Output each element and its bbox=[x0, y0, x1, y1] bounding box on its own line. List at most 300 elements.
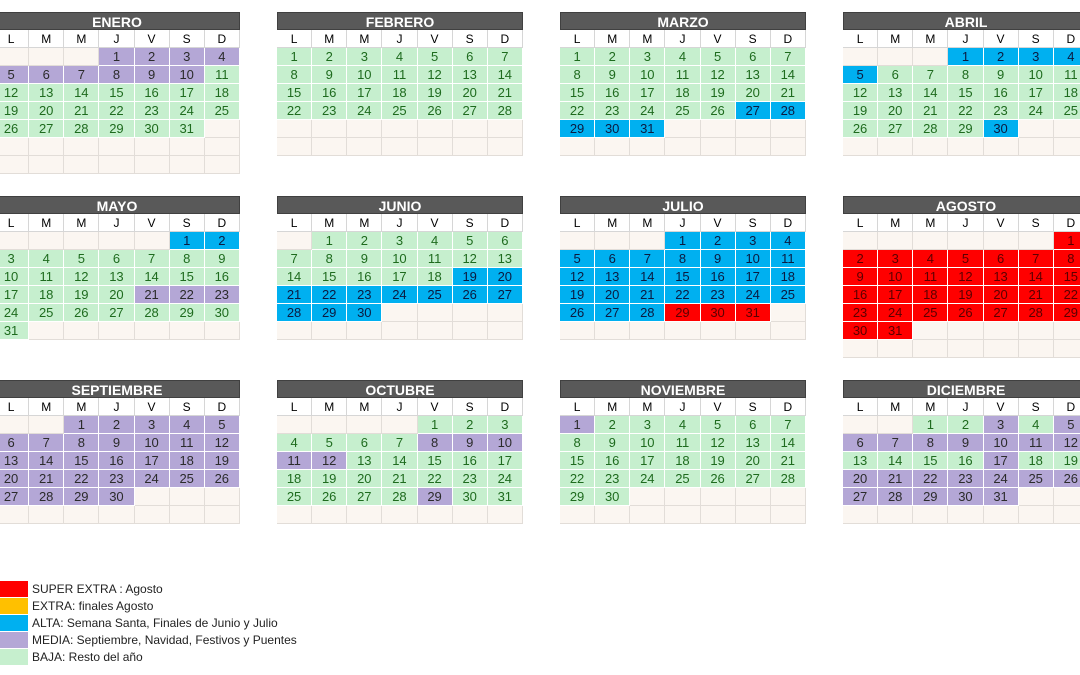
day-cell: 22 bbox=[277, 102, 312, 120]
day-cell: 2 bbox=[312, 48, 347, 66]
day-cell: 16 bbox=[984, 84, 1019, 102]
empty-cell bbox=[948, 322, 983, 340]
empty-cell bbox=[205, 156, 240, 174]
empty-cell bbox=[135, 138, 170, 156]
day-cell: 25 bbox=[277, 488, 312, 506]
empty-cell bbox=[984, 138, 1019, 156]
month-title: OCTUBRE bbox=[277, 380, 523, 398]
day-cell: 16 bbox=[701, 268, 736, 286]
empty-cell bbox=[418, 138, 453, 156]
empty-cell bbox=[0, 156, 29, 174]
weekday-label: V bbox=[984, 214, 1019, 232]
day-cell: 26 bbox=[701, 470, 736, 488]
day-cell: 20 bbox=[878, 102, 913, 120]
empty-cell bbox=[701, 120, 736, 138]
legend bbox=[0, 580, 297, 665]
day-cell: 7 bbox=[382, 434, 417, 452]
day-grid bbox=[560, 232, 806, 340]
weekday-label: J bbox=[665, 398, 700, 416]
day-cell: 29 bbox=[170, 304, 205, 322]
weekday-label: M bbox=[312, 398, 347, 416]
day-grid bbox=[277, 232, 523, 340]
empty-cell bbox=[736, 138, 771, 156]
day-cell: 19 bbox=[0, 102, 29, 120]
day-cell: 3 bbox=[878, 250, 913, 268]
weekday-label: J bbox=[382, 398, 417, 416]
day-cell: 24 bbox=[488, 470, 523, 488]
weekday-header bbox=[0, 30, 240, 48]
month-diciembre bbox=[843, 380, 1080, 524]
day-grid bbox=[560, 416, 806, 524]
day-cell: 4 bbox=[170, 416, 205, 434]
empty-cell bbox=[1054, 488, 1080, 506]
empty-cell bbox=[665, 506, 700, 524]
weekday-label: J bbox=[99, 398, 134, 416]
day-cell: 26 bbox=[312, 488, 347, 506]
day-cell: 15 bbox=[312, 268, 347, 286]
day-cell: 12 bbox=[205, 434, 240, 452]
day-cell: 14 bbox=[135, 268, 170, 286]
day-cell: 5 bbox=[701, 416, 736, 434]
empty-cell bbox=[701, 506, 736, 524]
empty-cell bbox=[277, 416, 312, 434]
day-cell: 26 bbox=[948, 304, 983, 322]
empty-cell bbox=[1019, 340, 1054, 358]
day-cell: 9 bbox=[205, 250, 240, 268]
day-cell: 23 bbox=[135, 102, 170, 120]
empty-cell bbox=[453, 138, 488, 156]
day-cell: 2 bbox=[948, 416, 983, 434]
day-cell: 23 bbox=[595, 470, 630, 488]
weekday-label: V bbox=[984, 30, 1019, 48]
day-cell: 25 bbox=[170, 470, 205, 488]
empty-cell bbox=[665, 488, 700, 506]
day-cell: 22 bbox=[1054, 286, 1080, 304]
day-cell: 30 bbox=[948, 488, 983, 506]
day-cell: 18 bbox=[665, 452, 700, 470]
empty-cell bbox=[595, 232, 630, 250]
day-cell: 8 bbox=[665, 250, 700, 268]
month-marzo bbox=[560, 12, 806, 156]
empty-cell bbox=[418, 322, 453, 340]
day-cell: 2 bbox=[205, 232, 240, 250]
day-cell: 23 bbox=[595, 102, 630, 120]
day-cell: 16 bbox=[99, 452, 134, 470]
day-cell: 1 bbox=[170, 232, 205, 250]
empty-cell bbox=[0, 48, 29, 66]
day-cell: 9 bbox=[347, 250, 382, 268]
day-cell: 31 bbox=[984, 488, 1019, 506]
weekday-label: S bbox=[453, 398, 488, 416]
day-cell: 21 bbox=[913, 102, 948, 120]
weekday-label: M bbox=[595, 30, 630, 48]
weekday-label: M bbox=[347, 30, 382, 48]
legend-item-baja bbox=[0, 648, 297, 665]
day-cell: 26 bbox=[843, 120, 878, 138]
day-cell: 6 bbox=[595, 250, 630, 268]
weekday-header bbox=[843, 214, 1080, 232]
day-cell: 16 bbox=[595, 84, 630, 102]
day-cell: 10 bbox=[382, 250, 417, 268]
empty-cell bbox=[948, 138, 983, 156]
day-cell: 28 bbox=[135, 304, 170, 322]
month-agosto bbox=[843, 196, 1080, 358]
empty-cell bbox=[771, 304, 806, 322]
day-cell: 6 bbox=[99, 250, 134, 268]
day-cell: 25 bbox=[771, 286, 806, 304]
empty-cell bbox=[913, 232, 948, 250]
day-cell: 28 bbox=[913, 120, 948, 138]
weekday-label: M bbox=[29, 30, 64, 48]
weekday-label: M bbox=[312, 30, 347, 48]
weekday-label: M bbox=[64, 398, 99, 416]
weekday-label: D bbox=[771, 30, 806, 48]
empty-cell bbox=[64, 506, 99, 524]
empty-cell bbox=[64, 138, 99, 156]
empty-cell bbox=[205, 138, 240, 156]
empty-cell bbox=[0, 506, 29, 524]
day-cell: 19 bbox=[701, 84, 736, 102]
empty-cell bbox=[630, 322, 665, 340]
legend-label: SUPER EXTRA : Agosto bbox=[32, 581, 163, 596]
empty-cell bbox=[984, 322, 1019, 340]
empty-cell bbox=[277, 232, 312, 250]
weekday-label: M bbox=[630, 398, 665, 416]
day-cell: 18 bbox=[205, 84, 240, 102]
day-cell: 4 bbox=[665, 48, 700, 66]
day-cell: 27 bbox=[347, 488, 382, 506]
day-cell: 12 bbox=[453, 250, 488, 268]
day-cell: 5 bbox=[64, 250, 99, 268]
day-cell: 25 bbox=[665, 102, 700, 120]
empty-cell bbox=[630, 488, 665, 506]
weekday-label: D bbox=[771, 214, 806, 232]
empty-cell bbox=[843, 340, 878, 358]
empty-cell bbox=[701, 322, 736, 340]
legend-swatch bbox=[0, 632, 28, 648]
empty-cell bbox=[913, 322, 948, 340]
day-cell: 5 bbox=[453, 232, 488, 250]
weekday-label: S bbox=[170, 398, 205, 416]
weekday-label: V bbox=[135, 30, 170, 48]
day-cell: 9 bbox=[595, 434, 630, 452]
day-cell: 22 bbox=[560, 470, 595, 488]
empty-cell bbox=[312, 322, 347, 340]
day-cell: 15 bbox=[560, 452, 595, 470]
empty-cell bbox=[64, 232, 99, 250]
day-cell: 25 bbox=[1019, 470, 1054, 488]
empty-cell bbox=[135, 488, 170, 506]
weekday-label: V bbox=[418, 30, 453, 48]
empty-cell bbox=[382, 304, 417, 322]
empty-cell bbox=[878, 340, 913, 358]
empty-cell bbox=[29, 156, 64, 174]
day-cell: 15 bbox=[170, 268, 205, 286]
day-cell: 31 bbox=[736, 304, 771, 322]
day-cell: 3 bbox=[382, 232, 417, 250]
day-cell: 13 bbox=[453, 66, 488, 84]
weekday-label: L bbox=[0, 30, 29, 48]
day-cell: 1 bbox=[277, 48, 312, 66]
day-cell: 28 bbox=[488, 102, 523, 120]
weekday-label: M bbox=[312, 214, 347, 232]
day-cell: 23 bbox=[312, 102, 347, 120]
day-cell: 15 bbox=[913, 452, 948, 470]
month-febrero bbox=[277, 12, 523, 156]
empty-cell bbox=[99, 138, 134, 156]
day-cell: 25 bbox=[665, 470, 700, 488]
day-cell: 2 bbox=[453, 416, 488, 434]
month-title: DICIEMBRE bbox=[843, 380, 1080, 398]
legend-item-media bbox=[0, 631, 297, 648]
day-cell: 28 bbox=[277, 304, 312, 322]
day-cell: 22 bbox=[560, 102, 595, 120]
empty-cell bbox=[913, 138, 948, 156]
day-cell: 21 bbox=[382, 470, 417, 488]
legend-item-alta bbox=[0, 614, 297, 631]
day-cell: 18 bbox=[277, 470, 312, 488]
day-cell: 20 bbox=[29, 102, 64, 120]
empty-cell bbox=[135, 232, 170, 250]
weekday-label: D bbox=[205, 398, 240, 416]
day-cell: 12 bbox=[64, 268, 99, 286]
empty-cell bbox=[560, 138, 595, 156]
day-cell: 21 bbox=[488, 84, 523, 102]
day-cell: 30 bbox=[595, 120, 630, 138]
day-cell: 4 bbox=[205, 48, 240, 66]
day-cell: 25 bbox=[913, 304, 948, 322]
empty-cell bbox=[99, 156, 134, 174]
day-cell: 20 bbox=[488, 268, 523, 286]
day-cell: 11 bbox=[913, 268, 948, 286]
weekday-label: S bbox=[453, 30, 488, 48]
day-cell: 23 bbox=[843, 304, 878, 322]
day-cell: 7 bbox=[277, 250, 312, 268]
day-cell: 1 bbox=[1054, 232, 1080, 250]
day-cell: 6 bbox=[488, 232, 523, 250]
day-cell: 24 bbox=[382, 286, 417, 304]
day-cell: 22 bbox=[99, 102, 134, 120]
day-cell: 9 bbox=[948, 434, 983, 452]
month-mayo bbox=[0, 196, 240, 340]
empty-cell bbox=[382, 120, 417, 138]
empty-cell bbox=[560, 322, 595, 340]
day-cell: 16 bbox=[135, 84, 170, 102]
day-cell: 29 bbox=[560, 488, 595, 506]
day-cell: 12 bbox=[560, 268, 595, 286]
day-cell: 17 bbox=[170, 84, 205, 102]
day-cell: 19 bbox=[312, 470, 347, 488]
empty-cell bbox=[418, 506, 453, 524]
weekday-label: M bbox=[630, 30, 665, 48]
weekday-label: S bbox=[170, 214, 205, 232]
weekday-label: S bbox=[1019, 398, 1054, 416]
day-cell: 1 bbox=[64, 416, 99, 434]
empty-cell bbox=[878, 138, 913, 156]
empty-cell bbox=[771, 138, 806, 156]
day-cell: 27 bbox=[984, 304, 1019, 322]
month-title: MAYO bbox=[0, 196, 240, 214]
day-cell: 6 bbox=[347, 434, 382, 452]
day-cell: 29 bbox=[665, 304, 700, 322]
day-cell: 1 bbox=[948, 48, 983, 66]
day-cell: 10 bbox=[0, 268, 29, 286]
legend-swatch bbox=[0, 649, 28, 665]
day-cell: 30 bbox=[99, 488, 134, 506]
day-cell: 28 bbox=[771, 470, 806, 488]
day-cell: 24 bbox=[347, 102, 382, 120]
day-cell: 5 bbox=[843, 66, 878, 84]
day-cell: 31 bbox=[0, 322, 29, 340]
empty-cell bbox=[312, 138, 347, 156]
day-cell: 6 bbox=[0, 434, 29, 452]
empty-cell bbox=[665, 138, 700, 156]
empty-cell bbox=[913, 340, 948, 358]
day-cell: 2 bbox=[347, 232, 382, 250]
day-cell: 2 bbox=[595, 48, 630, 66]
day-cell: 19 bbox=[205, 452, 240, 470]
day-cell: 3 bbox=[347, 48, 382, 66]
empty-cell bbox=[878, 48, 913, 66]
day-cell: 14 bbox=[488, 66, 523, 84]
weekday-label: J bbox=[948, 398, 983, 416]
day-cell: 27 bbox=[29, 120, 64, 138]
day-cell: 10 bbox=[347, 66, 382, 84]
day-cell: 28 bbox=[1019, 304, 1054, 322]
empty-cell bbox=[347, 120, 382, 138]
day-cell: 4 bbox=[1019, 416, 1054, 434]
day-cell: 29 bbox=[99, 120, 134, 138]
month-title: ENERO bbox=[0, 12, 240, 30]
weekday-header bbox=[0, 214, 240, 232]
empty-cell bbox=[595, 506, 630, 524]
empty-cell bbox=[843, 232, 878, 250]
day-cell: 10 bbox=[736, 250, 771, 268]
day-cell: 26 bbox=[205, 470, 240, 488]
day-cell: 26 bbox=[1054, 470, 1080, 488]
month-abril bbox=[843, 12, 1080, 156]
day-cell: 30 bbox=[205, 304, 240, 322]
day-cell: 8 bbox=[948, 66, 983, 84]
day-cell: 5 bbox=[948, 250, 983, 268]
day-cell: 13 bbox=[736, 434, 771, 452]
weekday-label: J bbox=[665, 214, 700, 232]
empty-cell bbox=[453, 506, 488, 524]
weekday-label: D bbox=[1054, 30, 1080, 48]
day-cell: 13 bbox=[736, 66, 771, 84]
weekday-label: S bbox=[170, 30, 205, 48]
day-cell: 29 bbox=[312, 304, 347, 322]
empty-cell bbox=[878, 232, 913, 250]
weekday-label: D bbox=[205, 214, 240, 232]
day-cell: 8 bbox=[312, 250, 347, 268]
empty-cell bbox=[913, 48, 948, 66]
empty-cell bbox=[347, 416, 382, 434]
empty-cell bbox=[277, 120, 312, 138]
day-cell: 13 bbox=[595, 268, 630, 286]
day-cell: 29 bbox=[64, 488, 99, 506]
empty-cell bbox=[205, 120, 240, 138]
day-cell: 11 bbox=[665, 434, 700, 452]
day-cell: 9 bbox=[701, 250, 736, 268]
day-cell: 25 bbox=[418, 286, 453, 304]
empty-cell bbox=[64, 322, 99, 340]
day-cell: 26 bbox=[453, 286, 488, 304]
empty-cell bbox=[99, 506, 134, 524]
empty-cell bbox=[64, 156, 99, 174]
empty-cell bbox=[771, 322, 806, 340]
empty-cell bbox=[382, 416, 417, 434]
day-cell: 18 bbox=[1054, 84, 1080, 102]
day-cell: 13 bbox=[488, 250, 523, 268]
weekday-label: S bbox=[1019, 30, 1054, 48]
day-cell: 3 bbox=[488, 416, 523, 434]
day-cell: 15 bbox=[277, 84, 312, 102]
day-cell: 4 bbox=[1054, 48, 1080, 66]
empty-cell bbox=[878, 416, 913, 434]
day-cell: 29 bbox=[948, 120, 983, 138]
empty-cell bbox=[630, 138, 665, 156]
weekday-label: D bbox=[488, 30, 523, 48]
month-title: MARZO bbox=[560, 12, 806, 30]
day-cell: 13 bbox=[99, 268, 134, 286]
day-cell: 14 bbox=[382, 452, 417, 470]
day-cell: 22 bbox=[665, 286, 700, 304]
weekday-label: M bbox=[878, 214, 913, 232]
day-cell: 11 bbox=[382, 66, 417, 84]
empty-cell bbox=[1019, 322, 1054, 340]
weekday-label: L bbox=[0, 214, 29, 232]
day-cell: 29 bbox=[913, 488, 948, 506]
empty-cell bbox=[29, 232, 64, 250]
empty-cell bbox=[418, 304, 453, 322]
empty-cell bbox=[630, 506, 665, 524]
weekday-header bbox=[560, 398, 806, 416]
day-cell: 6 bbox=[878, 66, 913, 84]
day-cell: 27 bbox=[595, 304, 630, 322]
day-cell: 18 bbox=[913, 286, 948, 304]
day-cell: 28 bbox=[382, 488, 417, 506]
day-cell: 19 bbox=[948, 286, 983, 304]
day-cell: 20 bbox=[843, 470, 878, 488]
day-cell: 10 bbox=[878, 268, 913, 286]
day-cell: 18 bbox=[771, 268, 806, 286]
weekday-label: M bbox=[878, 30, 913, 48]
empty-cell bbox=[665, 120, 700, 138]
day-cell: 10 bbox=[630, 66, 665, 84]
day-cell: 22 bbox=[64, 470, 99, 488]
day-cell: 10 bbox=[1019, 66, 1054, 84]
day-cell: 23 bbox=[205, 286, 240, 304]
day-cell: 20 bbox=[736, 452, 771, 470]
day-cell: 29 bbox=[560, 120, 595, 138]
day-cell: 12 bbox=[1054, 434, 1080, 452]
weekday-label: L bbox=[277, 398, 312, 416]
day-cell: 10 bbox=[984, 434, 1019, 452]
empty-cell bbox=[135, 506, 170, 524]
empty-cell bbox=[418, 120, 453, 138]
day-cell: 18 bbox=[418, 268, 453, 286]
day-cell: 2 bbox=[701, 232, 736, 250]
day-cell: 15 bbox=[665, 268, 700, 286]
day-cell: 17 bbox=[135, 452, 170, 470]
legend-label: ALTA: Semana Santa, Finales de Junio y Julio bbox=[32, 615, 278, 630]
month-title: ABRIL bbox=[843, 12, 1080, 30]
weekday-label: D bbox=[488, 214, 523, 232]
weekday-label: M bbox=[29, 214, 64, 232]
day-cell: 3 bbox=[1019, 48, 1054, 66]
empty-cell bbox=[29, 48, 64, 66]
